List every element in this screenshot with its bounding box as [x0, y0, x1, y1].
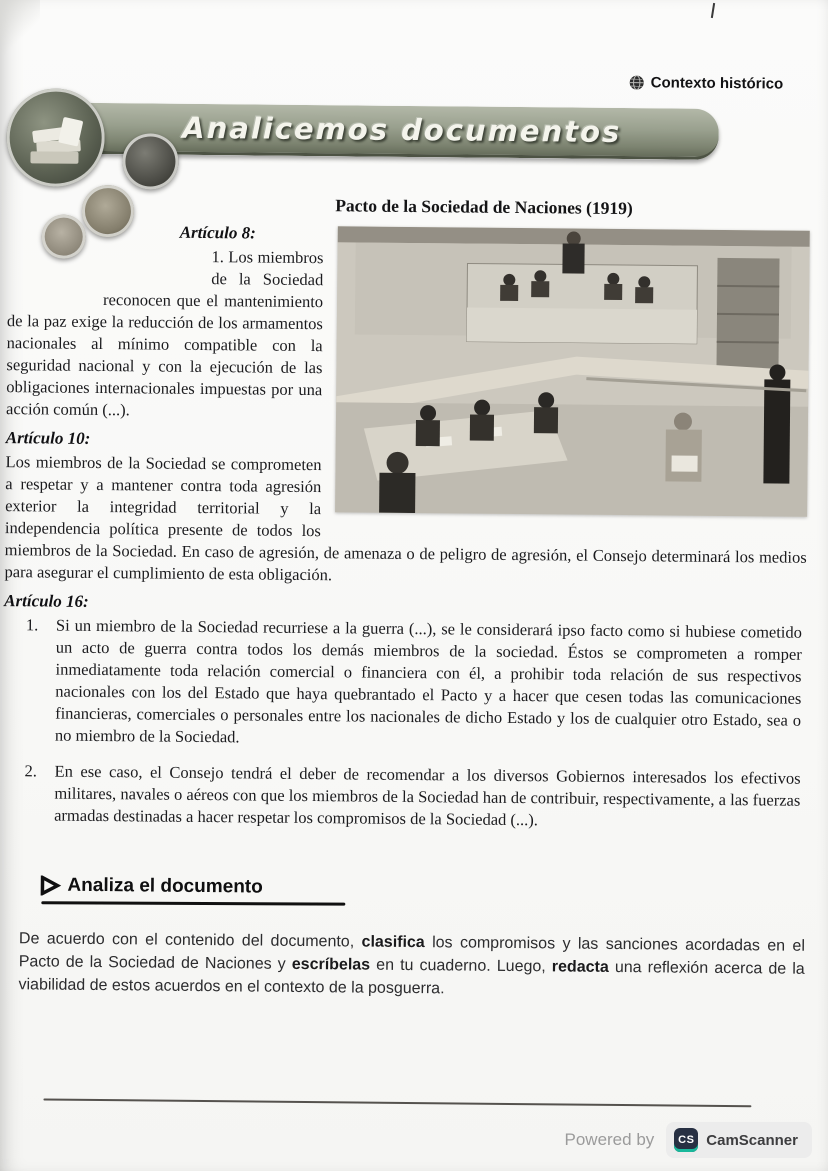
- banner-title: Analicemos documentos: [182, 110, 622, 149]
- text-segment-bold: clasifica: [361, 933, 425, 952]
- activity-section: [18, 874, 806, 1003]
- text-segment: en tu cuaderno. Luego,: [370, 956, 552, 976]
- books-illustration: [6, 88, 105, 187]
- medal-circle-icon: [122, 133, 179, 190]
- article-8-heading: Artículo 8:: [179, 222, 256, 243]
- chevron-right-icon: [39, 875, 63, 895]
- activity-instructions: [18, 927, 805, 1004]
- text-segment: los compromisos y las sanciones acordadas en el Pacto de la Sociedad de Naciones y: [18, 934, 806, 973]
- item-number: 1.: [25, 615, 39, 635]
- article-16-heading: Artículo 16:: [4, 591, 89, 611]
- globe-icon: [630, 75, 645, 90]
- context-text: Contexto histórico: [650, 74, 784, 93]
- assembly-photo-illustration: [335, 226, 810, 517]
- assembly-photo: [335, 226, 810, 517]
- layout-spacer: [7, 267, 103, 290]
- text-segment-bold: escríbelas: [291, 955, 371, 974]
- item-text: Si un miembro de la Sociedad recurriese a la guerra (...), se le considerará ipso facto como si hubiese cometido un acto de guerra contra todos los demás miembros de la sociedad. Éstos se comprometen a romper inmediatamente toda relación comercial o financiera con él, a prohibir toda relación de sus respectivos nacionales con los del Estado que haya quebrantado el Pacto y a hacer que cesen todas las comunicaciones financieras, comerciales o personales entre los nacionales de dicho Estado y los de cualquier otro Estado, sea o no miembro de la Sociedad.: [54, 615, 803, 747]
- camscanner-logo: CS: [674, 1128, 698, 1152]
- article-10-heading: Artículo 10:: [5, 428, 91, 448]
- activity-underline: [41, 901, 345, 905]
- document-body: [2, 192, 810, 848]
- activity-header: [39, 874, 805, 903]
- article-8-text: 1. Los miembros de la Sociedad reconocen que el mantenimiento de la paz exige la reducción de los armamentos nacionales al mínimo compatible con la seguridad nacional y con la ejecución de las obligaciones internacionales impuestas por una acción común (...).: [5, 247, 324, 420]
- powered-by-label: Powered by: [564, 1130, 655, 1149]
- camscanner-badge[interactable]: [666, 1122, 812, 1158]
- article-10-text: Los miembros de la Sociedad se comprometen a respetar y a mantener contra toda agresión exterior la integridad territorial y la independencia política presente de todos los miembros de la Sociedad. En caso de agresión, de amenaza o de peligro de agresión, el Consejo determinará los medios para asegurar el cumplimiento de esta obligación.: [4, 452, 807, 585]
- item-text: En ese caso, el Consejo tendrá el deber de recomendar a los diversos Gobiernos interesados los efectivos militares, navales o aéreos con que los miembros de la Sociedad han de contribuir, respectivamente, a las fuerzas armadas destinadas a hacer respetar los compromisos de la Sociedad (...).: [54, 761, 801, 830]
- bottom-rule: [43, 1098, 751, 1107]
- footer: [565, 1122, 813, 1158]
- books-circle-icon: [6, 88, 105, 187]
- text-segment: una reflexión acerca de la viabilidad de estos acuerdos en el contexto de la posguerra.: [18, 958, 805, 998]
- document-title: Pacto de la Sociedad de Naciones (1919): [335, 195, 633, 219]
- text-segment-bold: redacta: [551, 958, 609, 976]
- list-item: [24, 760, 801, 833]
- layout-spacer: [8, 219, 180, 247]
- layout-spacer: [7, 245, 211, 269]
- camscanner-label: CamScanner: [706, 1131, 798, 1149]
- context-label: [630, 74, 784, 92]
- list-item: [25, 614, 802, 753]
- activity-heading: Analiza el documento: [67, 874, 263, 898]
- section-banner: [85, 103, 719, 160]
- item-number: 2.: [24, 761, 38, 781]
- text-segment: De acuerdo con el contenido del documento,: [18, 930, 362, 951]
